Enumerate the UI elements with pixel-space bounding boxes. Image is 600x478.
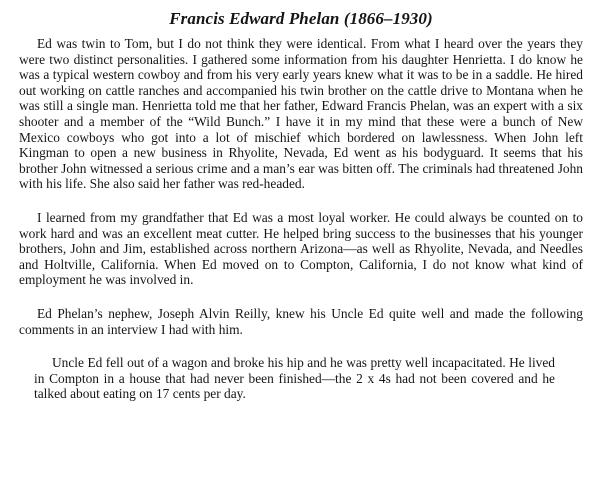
body-paragraph-1: Ed was twin to Tom, but I do not think they were identical. From what I heard over the years they were two distinct personalities. I gathered some information from his daughter Henrietta. I do know he was a typical western cowboy and from his very early years knew what it was to be in a saddle. He hired out working on cattle ranches and accompanied his twin brother on the cattle drive to Montana when he was still a single man. Henrietta told me that her father, Edward Francis Phelan, was an expert with a six shooter and a member of the “Wild Bunch.” I have it in my mind that these were a bunch of New Mexico cowboys who got into a lot of mischief which bordered on lawlessness. When John left Kingman to open a new business in Rhyolite, Nevada, Ed went as his bodyguard. It seems that his brother John witnessed a serious crime and a man’s ear was bitten off. The criminals had threatened John with his life. She also said her father was red-headed. xyxy=(19,36,583,192)
interview-quote: Uncle Ed fell out of a wagon and broke his hip and he was pretty well incapacitated. He lived in Compton in a house that had never been finished—the 2 x 4s had not been covered and he talked about eating on 17 cents per day. xyxy=(34,355,555,402)
document-title: Francis Edward Phelan (1866–1930) xyxy=(169,9,433,28)
body-paragraph-3: Ed Phelan’s nephew, Joseph Alvin Reilly, knew his Uncle Ed quite well and made the following comments in an interview I had with him. xyxy=(19,305,583,337)
body-paragraph-2: I learned from my grandfather that Ed was a most loyal worker. He could always be counted on to work hard and was an excellent meat cutter. He helped bring success to the businesses that his younger brothers, John and Jim, established across northern Arizona—as well as Rhyolite, Nevada, and Needles and Holtville, California. When Ed moved on to Compton, California, I do not know what kind of employment he was involved in. xyxy=(19,209,583,288)
